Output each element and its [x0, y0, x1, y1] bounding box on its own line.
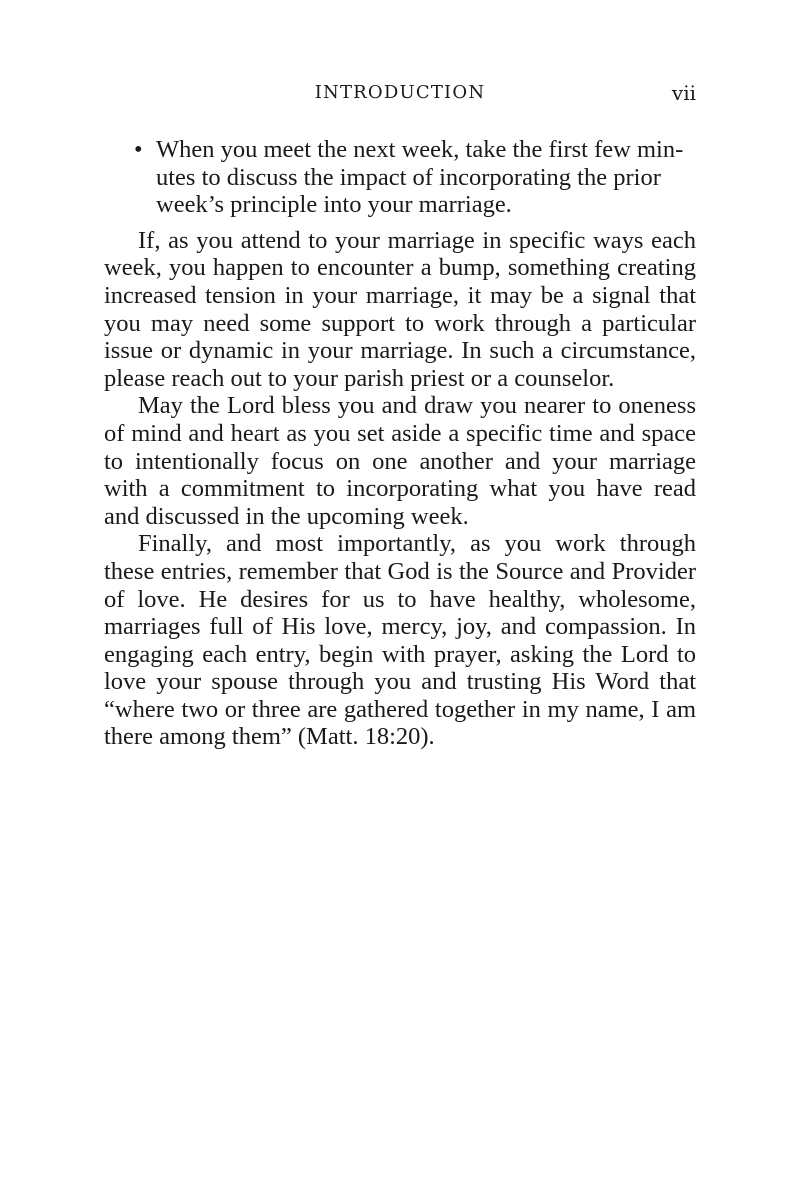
bullet-list — [104, 136, 696, 219]
body-text — [104, 136, 696, 751]
paragraph-conclusion: Finally, and most importantly, as you work through these entries, remember that God is the Source and Provider of love. He desires for us to have healthy, wholesome, marriages full of His love, mercy, joy, and compassion. In engaging each entry, begin with prayer, asking the Lord to love your spouse through you and trusting His Word that “where two or three are gathered together in my name, I am there among them” (Matt. 18:20). — [104, 530, 696, 751]
list-item — [104, 136, 696, 219]
paragraph-support: If, as you attend to your marriage in specific ways each week, you happen to encounter a bump, something creating increased tension in your marriage, it may be a signal that you may need some support to work through a particular issue or dynamic in your marriage. In such a circumstance, please reach out to your parish priest or a counselor. — [104, 226, 696, 392]
paragraph-blessing: May the Lord bless you and draw you nearer to oneness of mind and heart as you set aside a specific time and space to intentionally focus on one another and your marriage with a commitment to incorporating what you have read and discussed in the upcoming week. — [104, 392, 696, 530]
page-number: vii — [671, 81, 696, 105]
bullet-text: When you meet the next week, take the first few minutes to discuss the impact of incorporating the prior week’s principle into your marriage. — [156, 136, 684, 219]
running-header — [104, 80, 696, 106]
running-title: INTRODUCTION — [314, 82, 486, 103]
bullet-icon: • — [134, 136, 143, 163]
